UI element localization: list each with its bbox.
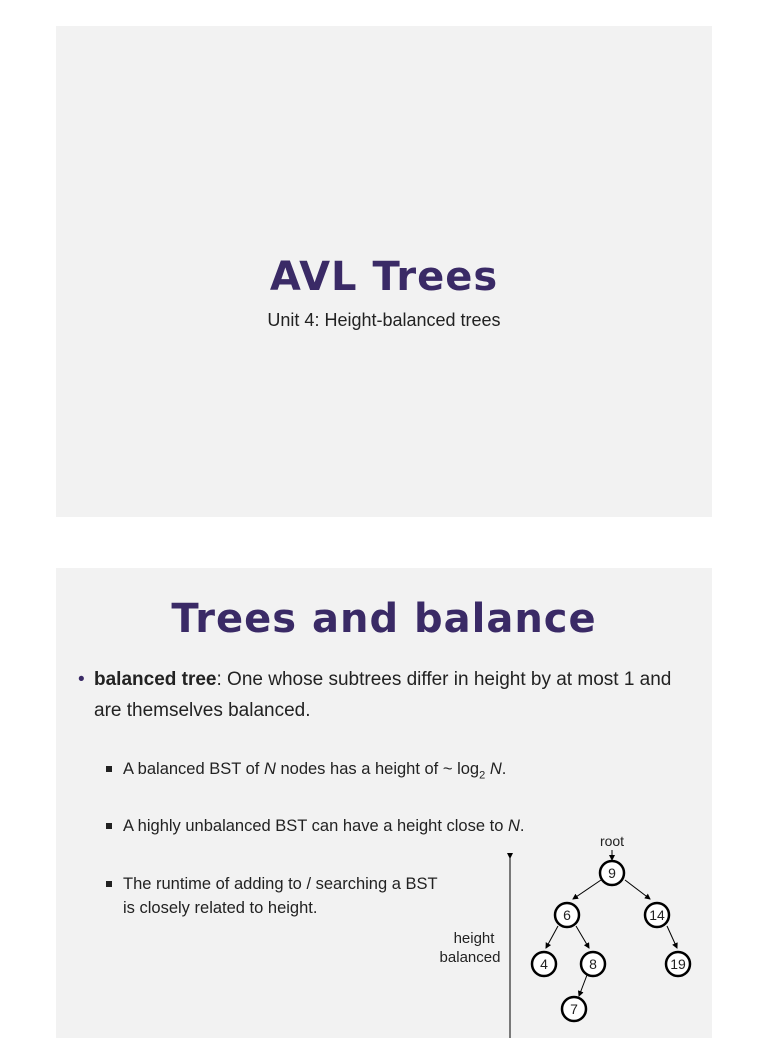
bullet-definition: : One whose subtrees differ in height by at most 1 and are themselves balanced.	[94, 669, 672, 721]
tree-node	[666, 952, 690, 976]
sub-bullet-end: .	[501, 760, 507, 778]
sub-bullet-text: The runtime of adding to / searching a BST is closely related to height.	[123, 875, 438, 917]
svg-text:9: 9	[608, 865, 616, 881]
svg-text:6: 6	[563, 907, 571, 923]
sub-bullet-variable: N	[263, 760, 276, 778]
content-slide	[56, 568, 712, 1038]
sub-bullet-variable: N	[507, 817, 520, 835]
sub-bullet-text: A balanced BST of	[123, 760, 264, 778]
svg-text:7: 7	[570, 1001, 578, 1017]
tree-node	[581, 952, 605, 976]
bullet-dot-icon: •	[78, 669, 85, 690]
slide-subtitle: Unit 4: Height-balanced trees	[267, 310, 501, 330]
sub-bullet-text: A highly unbalanced BST can have a height close to	[123, 817, 508, 835]
tree-diagram	[56, 568, 712, 1038]
tree-edge	[579, 975, 587, 996]
title-slide	[56, 26, 712, 517]
tree-node	[645, 903, 669, 927]
tree-node	[562, 997, 586, 1021]
tree-edge	[576, 926, 589, 948]
log-base: 2	[479, 769, 486, 782]
svg-text:4: 4	[540, 956, 548, 972]
tree-edge	[573, 880, 601, 899]
tree-node	[532, 952, 556, 976]
sub-bullet-text: nodes has a height of ~ log	[275, 760, 480, 778]
slide-title: AVL Trees	[269, 254, 499, 300]
slide-title: Trees and balance	[171, 596, 597, 642]
svg-text:19: 19	[670, 956, 686, 972]
tree-edge	[546, 926, 558, 948]
tree-node	[555, 903, 579, 927]
tree-edge	[625, 880, 650, 899]
bullet-term: balanced tree	[94, 669, 217, 690]
tree-edge	[667, 926, 677, 948]
tree-node	[600, 861, 624, 885]
svg-text:8: 8	[589, 956, 597, 972]
sub-bullet-variable: N	[489, 760, 502, 778]
svg-text:14: 14	[649, 907, 665, 923]
root-label: root	[599, 833, 625, 849]
height-label: height	[453, 930, 495, 947]
sub-bullet-end: .	[519, 817, 525, 835]
balanced-label: balanced	[439, 949, 501, 966]
